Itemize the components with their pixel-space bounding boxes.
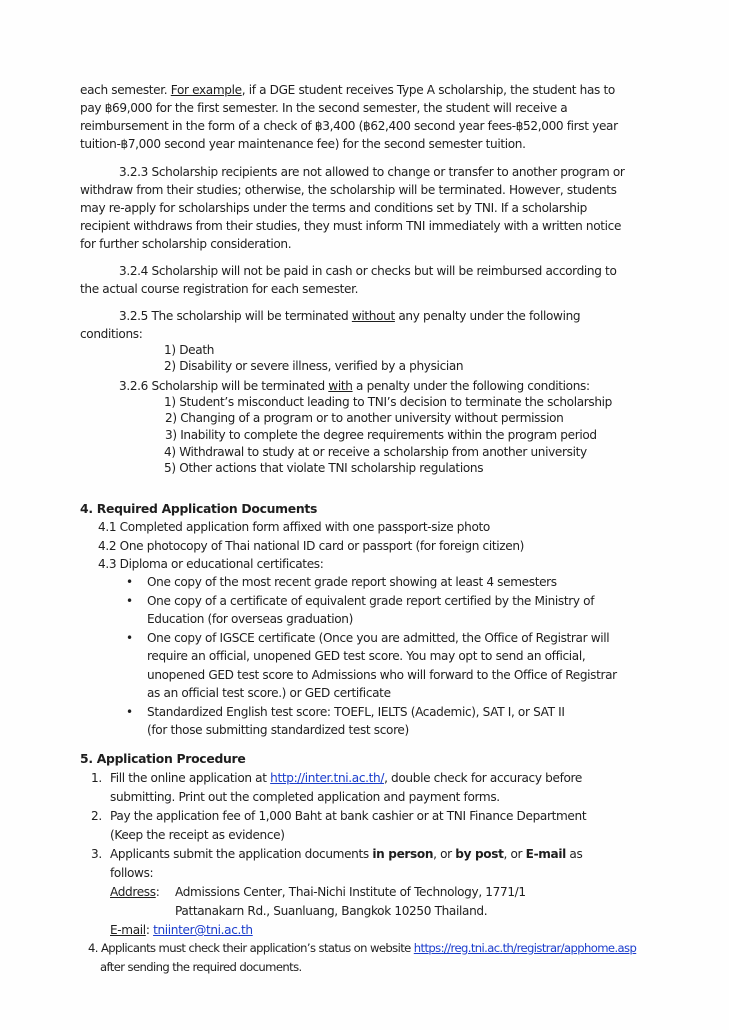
intro-line-1 — [80, 81, 615, 99]
step-4-line-1 — [88, 939, 636, 957]
s323-line-3: may re-apply for scholarships under the terms and conditions set by TNI. If a scholarship — [80, 201, 587, 215]
registrar-link[interactable]: https://reg.tni.ac.th/registrar/apphome.asp — [413, 941, 637, 955]
bullet-2-line-1: One copy of a certificate of equivalent grade report certified by the Ministry of — [147, 594, 595, 608]
step-1-line-1 — [110, 769, 582, 787]
bullet-2-line-2: Education (for overseas graduation) — [147, 612, 353, 626]
bullet-icon: • — [126, 631, 134, 645]
email-label: E-mail — [110, 923, 146, 937]
address-text-1: Admissions Center, Thai-Nichi Institute of Technology, 1771/1 — [175, 885, 526, 899]
s326-condition-1: 1) Student’s misconduct leading to TNI’s decision to terminate the scholarship — [164, 395, 613, 409]
text: , if a DGE student receives Type A scholarship, the student has to — [241, 83, 615, 97]
step-2-number: 2. — [91, 809, 102, 823]
address-label: Address — [110, 885, 156, 899]
section-4-item-3: 4.3 Diploma or educational certificates: — [98, 557, 324, 571]
text: 3.2.6 Scholarship will be terminated — [119, 379, 329, 393]
email-bold: E-mail — [525, 847, 566, 861]
text: a penalty under the following conditions: — [352, 379, 590, 393]
without-underlined: without — [351, 309, 395, 323]
bullet-3-line-1: One copy of IGSCE certificate (Once you are admitted, the Office of Registrar will — [147, 631, 610, 645]
text: Applicants submit the application documents — [110, 847, 373, 861]
section-5-heading: 5. Application Procedure — [80, 751, 246, 766]
section-4-item-2: 4.2 One photocopy of Thai national ID card or passport (for foreign citizen) — [98, 539, 525, 553]
intro-line-3: reimbursement in the form of a check of ฿3,400 (฿62,400 second year fees-฿52,000 first year — [80, 119, 618, 133]
s323-line-4: recipient withdraws from their studies, they must inform TNI immediately with a written notice — [80, 219, 622, 233]
s326-condition-2: 2) Changing of a program or to another university without permission — [165, 411, 564, 425]
step-3-line-2: follows: — [110, 866, 154, 880]
text: 3.2.5 The scholarship will be terminated — [119, 309, 352, 323]
bullet-3-line-2: require an official, unopened GED test score. You may opt to send an official, — [147, 649, 586, 663]
intro-line-4: tuition-฿7,000 second year maintenance fee) for the second semester tuition. — [80, 137, 526, 151]
text: , double check for accuracy before — [384, 771, 582, 785]
in-person-bold: in person — [372, 847, 434, 861]
s325-condition-1: 1) Death — [164, 343, 215, 357]
address-text-2: Pattanakarn Rd., Suanluang, Bangkok 10250 Thailand. — [175, 904, 488, 918]
address-line-1 — [110, 883, 159, 901]
step-1-line-2: submitting. Print out the completed application and payment forms. — [110, 790, 500, 804]
step-2-line-1: Pay the application fee of 1,000 Baht at bank cashier or at TNI Finance Department — [110, 809, 587, 823]
step-2-line-2: (Keep the receipt as evidence) — [110, 828, 285, 842]
s323-line-2: withdraw from their studies; otherwise, the scholarship will be terminated. However, students — [80, 183, 617, 197]
s326-condition-3: 3) Inability to complete the degree requirements within the program period — [165, 428, 597, 442]
text: each semester. — [80, 83, 171, 97]
step-3-line-1 — [110, 845, 582, 863]
text: : — [145, 923, 154, 937]
section-4-item-1: 4.1 Completed application form affixed with one passport-size photo — [98, 520, 490, 534]
s324-line-1: 3.2.4 Scholarship will not be paid in cash or checks but will be reimbursed according to — [119, 264, 617, 278]
step-4-line-2: after sending the required documents. — [100, 960, 302, 974]
text: 4. Applicants must check their application’s status on website — [88, 941, 414, 955]
bullet-4-line-1: Standardized English test score: TOEFL, IELTS (Academic), SAT I, or SAT II — [147, 705, 565, 719]
s323-line-5: for further scholarship consideration. — [80, 237, 292, 251]
with-underlined: with — [328, 379, 353, 393]
bullet-icon: • — [126, 705, 134, 719]
text: any penalty under the following — [394, 309, 581, 323]
bullet-4-line-2: (for those submitting standardized test score) — [147, 723, 409, 737]
bullet-icon: • — [126, 575, 134, 589]
s325-line-1 — [119, 307, 580, 325]
by-post-bold: by post — [455, 847, 504, 861]
email-line — [110, 921, 253, 939]
text: Fill the online application at — [110, 771, 271, 785]
text: , or — [503, 847, 526, 861]
bullet-icon: • — [126, 594, 134, 608]
s326-condition-4: 4) Withdrawal to study at or receive a scholarship from another university — [164, 445, 587, 459]
s324-line-2: the actual course registration for each semester. — [80, 282, 359, 296]
for-example-underlined: For example — [170, 83, 242, 97]
s323-line-1: 3.2.3 Scholarship recipients are not allowed to change or transfer to another program or — [119, 165, 625, 179]
step-3-number: 3. — [91, 847, 102, 861]
bullet-3-line-3: unopened GED test score to Admissions who will forward to the Office of Registrar — [147, 668, 617, 682]
text: : — [155, 885, 160, 899]
email-link[interactable]: tniinter@tni.ac.th — [153, 923, 253, 937]
inter-tni-link[interactable]: http://inter.tni.ac.th/ — [270, 771, 385, 785]
bullet-3-line-4: as an official test score.) or GED certificate — [147, 686, 391, 700]
step-1-number: 1. — [91, 771, 102, 785]
intro-line-2: pay ฿69,000 for the first semester. In the second semester, the student will receive a — [80, 101, 568, 115]
section-4-heading: 4. Required Application Documents — [80, 501, 318, 516]
bullet-1-line-1: One copy of the most recent grade report showing at least 4 semesters — [147, 575, 557, 589]
text: as — [565, 847, 583, 861]
s326-condition-5: 5) Other actions that violate TNI scholarship regulations — [164, 461, 484, 475]
s325-line-2: conditions: — [80, 327, 143, 341]
text: , or — [433, 847, 456, 861]
s325-condition-2: 2) Disability or severe illness, verified by a physician — [164, 359, 464, 373]
